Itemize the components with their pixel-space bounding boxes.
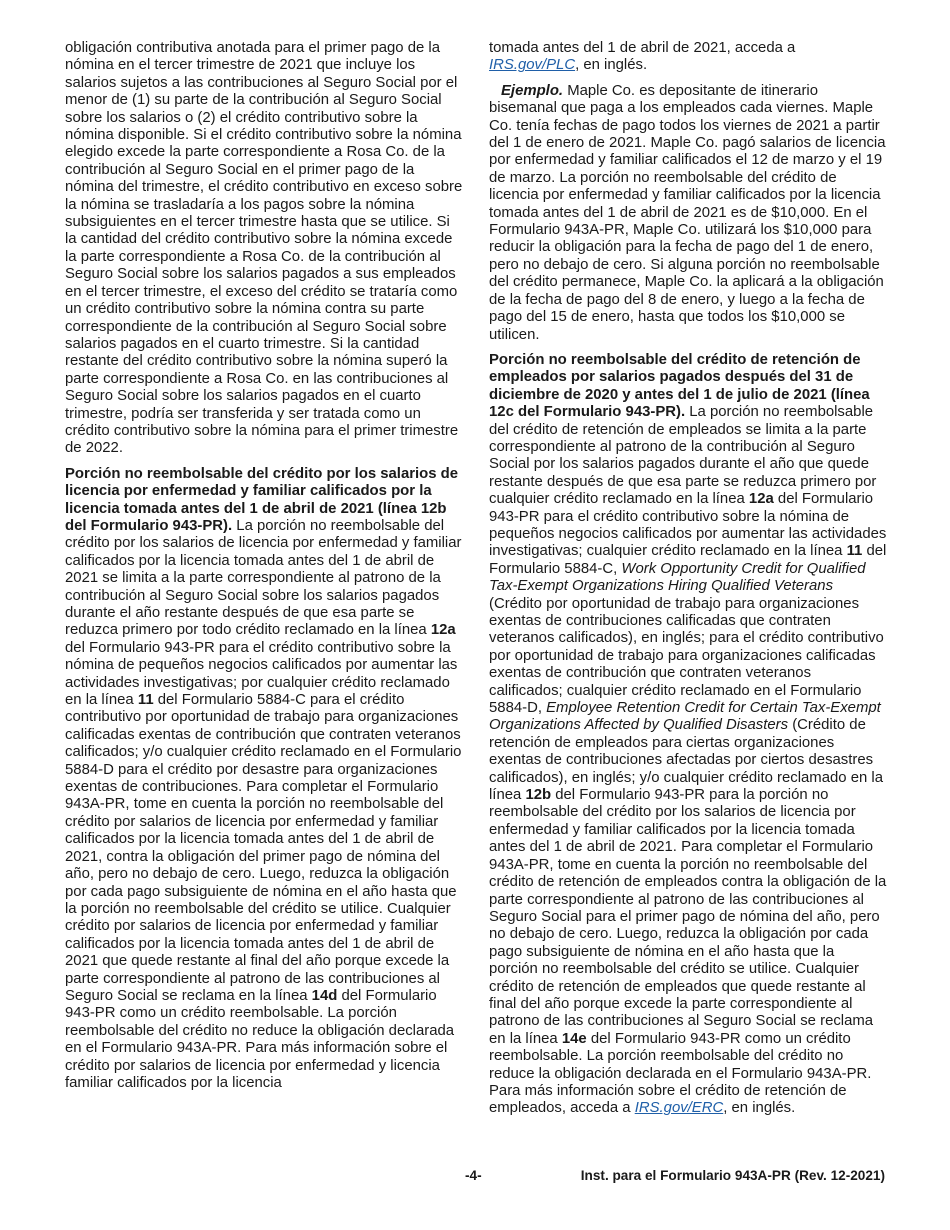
right-column	[489, 40, 887, 1126]
plc-link[interactable]: IRS.gov/PLC	[489, 57, 576, 74]
example-label: Ejemplo.	[501, 82, 564, 99]
paragraph: Porción no reembolsable del crédito de retención de empleados por salarios pagados después del 31 de diciembre de 2020 y antes del 1 de julio de 2021 (línea 12c del Formulario 943-PR). La porción no reembolsable del crédito de retención de empleados se limita a la parte correspondiente al patrono de la contribución al Seguro Social por los salarios pagados durante el año que quede restante después de que esa parte se reduzca primero por cualquier crédito reclamado en la línea 12a del Formulario 943-PR para el crédito contributivo sobre la nómina de pequeños negocios calificados por aumentar las actividades investigativas; cualquier crédito reclamado en la línea 11 del Formulario 5884-C, Work Opportunity Credit for Qualified Tax-Exempt Organizations Hiring Qualified Veterans (Crédito por oportunidad de trabajo para organizaciones exentas de contribuciones calificadas que contraten veteranos calificados), en inglés; para el crédito contributivo por oportunidad de trabajo para organizaciones calificadas exentas de contribución que contraten veteranos calificados; cualquier crédito reclamado en el Formulario 5884-D, Employee Retention Credit for Certain Tax-Exempt Organizations Affected by Qualified Disasters (Crédito de retención de empleados para ciertas organizaciones exentas de contribuciones afectadas por ciertos desastres calificados), en inglés; y/o cualquier crédito reclamado en la línea 12b del Formulario 943-PR para la porción no reembolsable del crédito por los salarios de licencia por enfermedad y familiar calificados por la licencia tomada antes del 1 de abril de 2021. Para completar el Formulario 943A-PR, tome en cuenta la porción no reembolsable del crédito de retención de empleados contra la obligación de la parte correspondiente al patrono de las contribuciones al Seguro Social para el primer pago de nómina del año, pero no debajo de cero. Luego, reduzca la obligación por cada pago subsiguiente de nómina en el año hasta que la porción no reembolsable del crédito se utilice. Cualquier crédito de retención de empleados que quede restante al final del año porque excede la parte correspondiente al patrono de las contribuciones al Seguro Social se reclama en la línea 14e del Formulario 943-PR como un crédito reembolsable. La porción reembolsable del crédito no reduce la obligación declarada en el Formulario 943A-PR. Para más información sobre el crédito de retención de empleados, acceda a IRS.gov/ERC, en inglés.	[489, 351, 887, 1117]
example-paragraph: Ejemplo. Maple Co. es depositante de itinerario bisemanal que paga a los empleados cada viernes. Maple Co. tenía fechas de pago todos los viernes de 2021 a partir del 1 de enero de 2021. Maple Co. pagó salarios de licencia por enfermedad y familiar calificados el 12 de marzo y el 19 de marzo. La porción no reembolsable del crédito de licencia por enfermedad y familiar calificados por la licencia tomada antes del 1 de abril de 2021 es de $10,000. En el Formulario 943A-PR, Maple Co. utilizará los $10,000 para reducir la obligación para la fecha de pago del 1 de enero, pero no debajo de cero. Si alguna porción no reembolsable del crédito permanece, Maple Co. la aplicará a la obligación de la fecha de pago del 8 de enero, y luego a la fecha de pago del 15 de enero, hasta que todos los $10,000 se utilicen.	[489, 82, 886, 343]
footer-title: Inst. para el Formulario 943A-PR (Rev. 12-2021)	[580, 1168, 885, 1183]
paragraph: Porción no reembolsable del crédito por los salarios de licencia por enfermedad y familiar calificados por la licencia tomada antes del 1 de abril de 2021 (línea 12b del Formulario 943-PR). La porción no reembolsable del crédito por los salarios de licencia por enfermedad y familiar calificados por la licencia tomada antes del 1 de abril de 2021 se limita a la parte correspondiente al patrono de la contribución al Seguro Social sobre los salarios pagados durante el año restante después de que esa parte se reduzca primero por todo crédito reclamado en la línea 12a del Formulario 943-PR para el crédito contributivo sobre la nómina de pequeños negocios calificados por aumentar las actividades investigativas; por cualquier crédito reclamado en la línea 11 del Formulario 5884-C para el crédito contributivo por oportunidad de trabajo para organizaciones calificadas exentas de contribución que contraten veteranos calificados; y/o cualquier crédito reclamado en el Formulario 5884-D para el crédito por desastre para organizaciones exentas de contribuciones. Para completar el Formulario 943A-PR, tome en cuenta la porción no reembolsable del crédito por salarios de licencia por enfermedad y familiar calificados por la licencia tomada antes del 1 de abril de 2021, contra la obligación del primer pago de nómina del año, pero no debajo de cero. Luego, reduzca la obligación por cada pago subsiguiente de nómina en el año hasta que la porción no reembolsable del crédito se utilice. Cualquier crédito por salarios de licencia por enfermedad y familiar calificados por la licencia tomada antes del 1 de abril de 2021 que quede restante al final del año porque excede la parte correspondiente al patrono de las contribuciones al Seguro Social se reclama en la línea 14d del Formulario 943-PR como un crédito reembolsable. La porción reembolsable del crédito no reduce la obligación declarada en el Formulario 943A-PR. Para más información sobre el crédito por salarios de licencia por enfermedad y licencia familiar calificados por la licencia	[65, 465, 462, 1091]
paragraph: tomada antes del 1 de abril de 2021, acceda a IRS.gov/PLC, en inglés.	[489, 40, 796, 74]
page-number: -4-	[465, 1168, 482, 1183]
paragraph: obligación contributiva anotada para el primer pago de la nómina en el tercer trimestre de 2021 que incluye los salarios sujetos a las contribuciones al Seguro Social por el menor de (1) su parte de la contribución al Seguro Social sobre los salarios o (2) el crédito contributivo sobre la nómina disponible. Si el crédito contributivo sobre la nómina elegido excede la parte correspondiente a Rosa Co. de la contribución al Seguro Social en el primer pago de la nómina del trimestre, el crédito contributivo en exceso sobre la nómina se trasladaría a los pagos sobre la nómina subsiguientes en el tercer trimestre hasta que se utilice. Si la cantidad del crédito contributivo sobre la nómina excede la parte correspondiente a Rosa Co. de la contribución al Seguro Social sobre los salarios pagados a sus empleados en el tercer trimestre, el exceso del crédito se trataría como un crédito contributivo sobre la nómina contra su parte correspondiente de la contribución al Seguro Social sobre salarios pagados en el cuarto trimestre. Si la cantidad restante del crédito contributivo sobre la nómina superó la parte correspondiente a Rosa Co. en las contribuciones al Seguro Social sobre los salarios pagados en el cuarto trimestre, podría ser transferida y ser tratada como un crédito contributivo sobre la nómina para el primer trimestre de 2022.	[65, 40, 463, 457]
erc-link[interactable]: IRS.gov/ERC	[634, 1100, 724, 1117]
left-column	[65, 40, 463, 1100]
section-heading: Porción no reembolsable del crédito de retención de empleados por salarios pagados después del 31 de diciembre de 2020 y antes del 1 de julio de 2021 (línea 12c del Formulario 943-PR).	[489, 351, 870, 421]
section-heading: Porción no reembolsable del crédito por los salarios de licencia por enfermedad y familiar calificados por la licencia tomada antes del 1 de abril de 2021 (línea 12b del Formulario 943-PR).	[65, 465, 459, 534]
